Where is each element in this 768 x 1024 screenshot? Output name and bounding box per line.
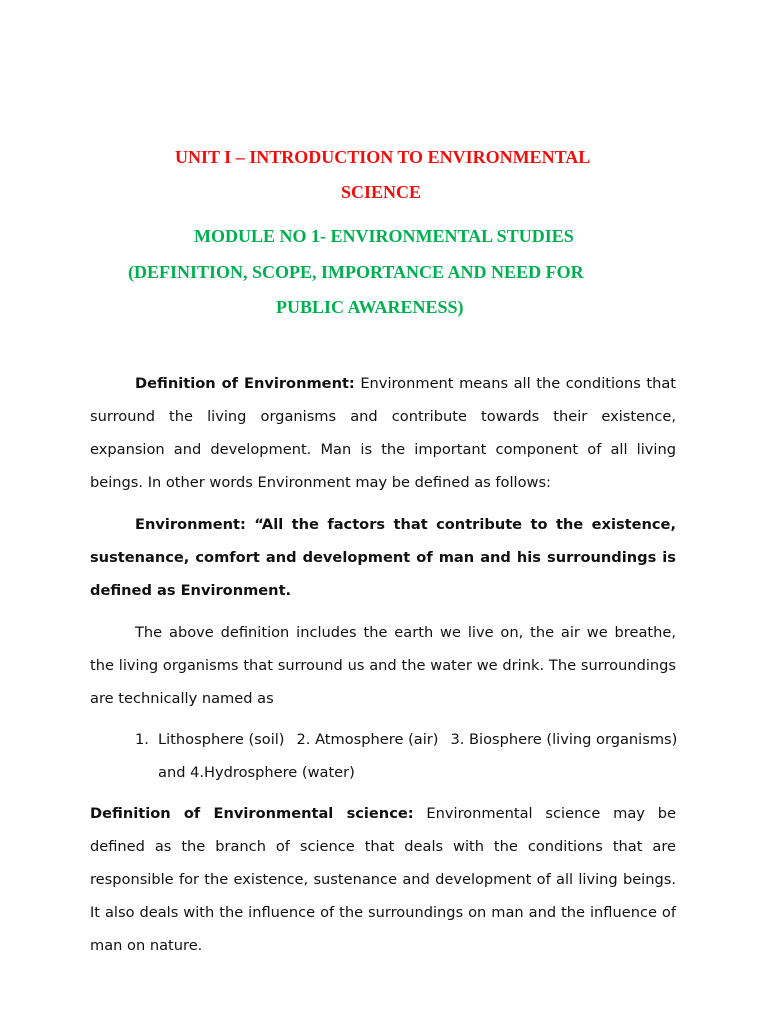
definition-env-science-paragraph [90,797,676,962]
module-title-line3: PUBLIC AWARENESS) [276,297,464,317]
list-item-lithosphere: Lithosphere (soil) [158,731,285,748]
list-item-atmosphere: 2. Atmosphere (air) [296,731,439,748]
definition-environment-paragraph [90,367,676,499]
surroundings-list [135,723,680,789]
above-definition-paragraph: The above definition includes the earth we live on, the air we breathe, the living organisms that surround us and the water we drink. The surroundings are technically named as [90,624,676,707]
list-item [135,723,680,756]
definition-env-science-label: Definition of Environmental science: [90,805,414,822]
module-title-line1: MODULE NO 1- ENVIRONMENTAL STUDIES [194,226,574,246]
definition-env-science-text: Environmental science may be defined as the branch of science that deals with the conditions that are responsible for the existence, sustenance and development of all living beings. It also deals with the influence of the surroundings on man and the influence of man on nature. [90,805,676,954]
list-item-hydrosphere: and 4.Hydrosphere (water) [158,764,355,781]
definition-environment-text: Environment means all the conditions that surround the living organisms and contribute towards their existence, expansion and development. Man is the important component of all living beings. In other words Environment may be defined as follows: [90,375,676,491]
list-item-biosphere: 3. Biosphere (living organisms) [450,731,678,748]
unit-title-line2: SCIENCE [341,182,422,202]
list-number: 1. [135,731,149,748]
module-title-line2: (DEFINITION, SCOPE, IMPORTANCE AND NEED FOR [128,262,584,282]
environment-quote-paragraph: Environment: “All the factors that contribute to the existence, sustenance, comfort and development of man and his surroundings is defined as Environment. [90,516,676,599]
definition-environment-label: Definition of Environment: [135,375,355,392]
unit-title-line1: UNIT I – INTRODUCTION TO ENVIRONMENTAL [175,147,591,167]
